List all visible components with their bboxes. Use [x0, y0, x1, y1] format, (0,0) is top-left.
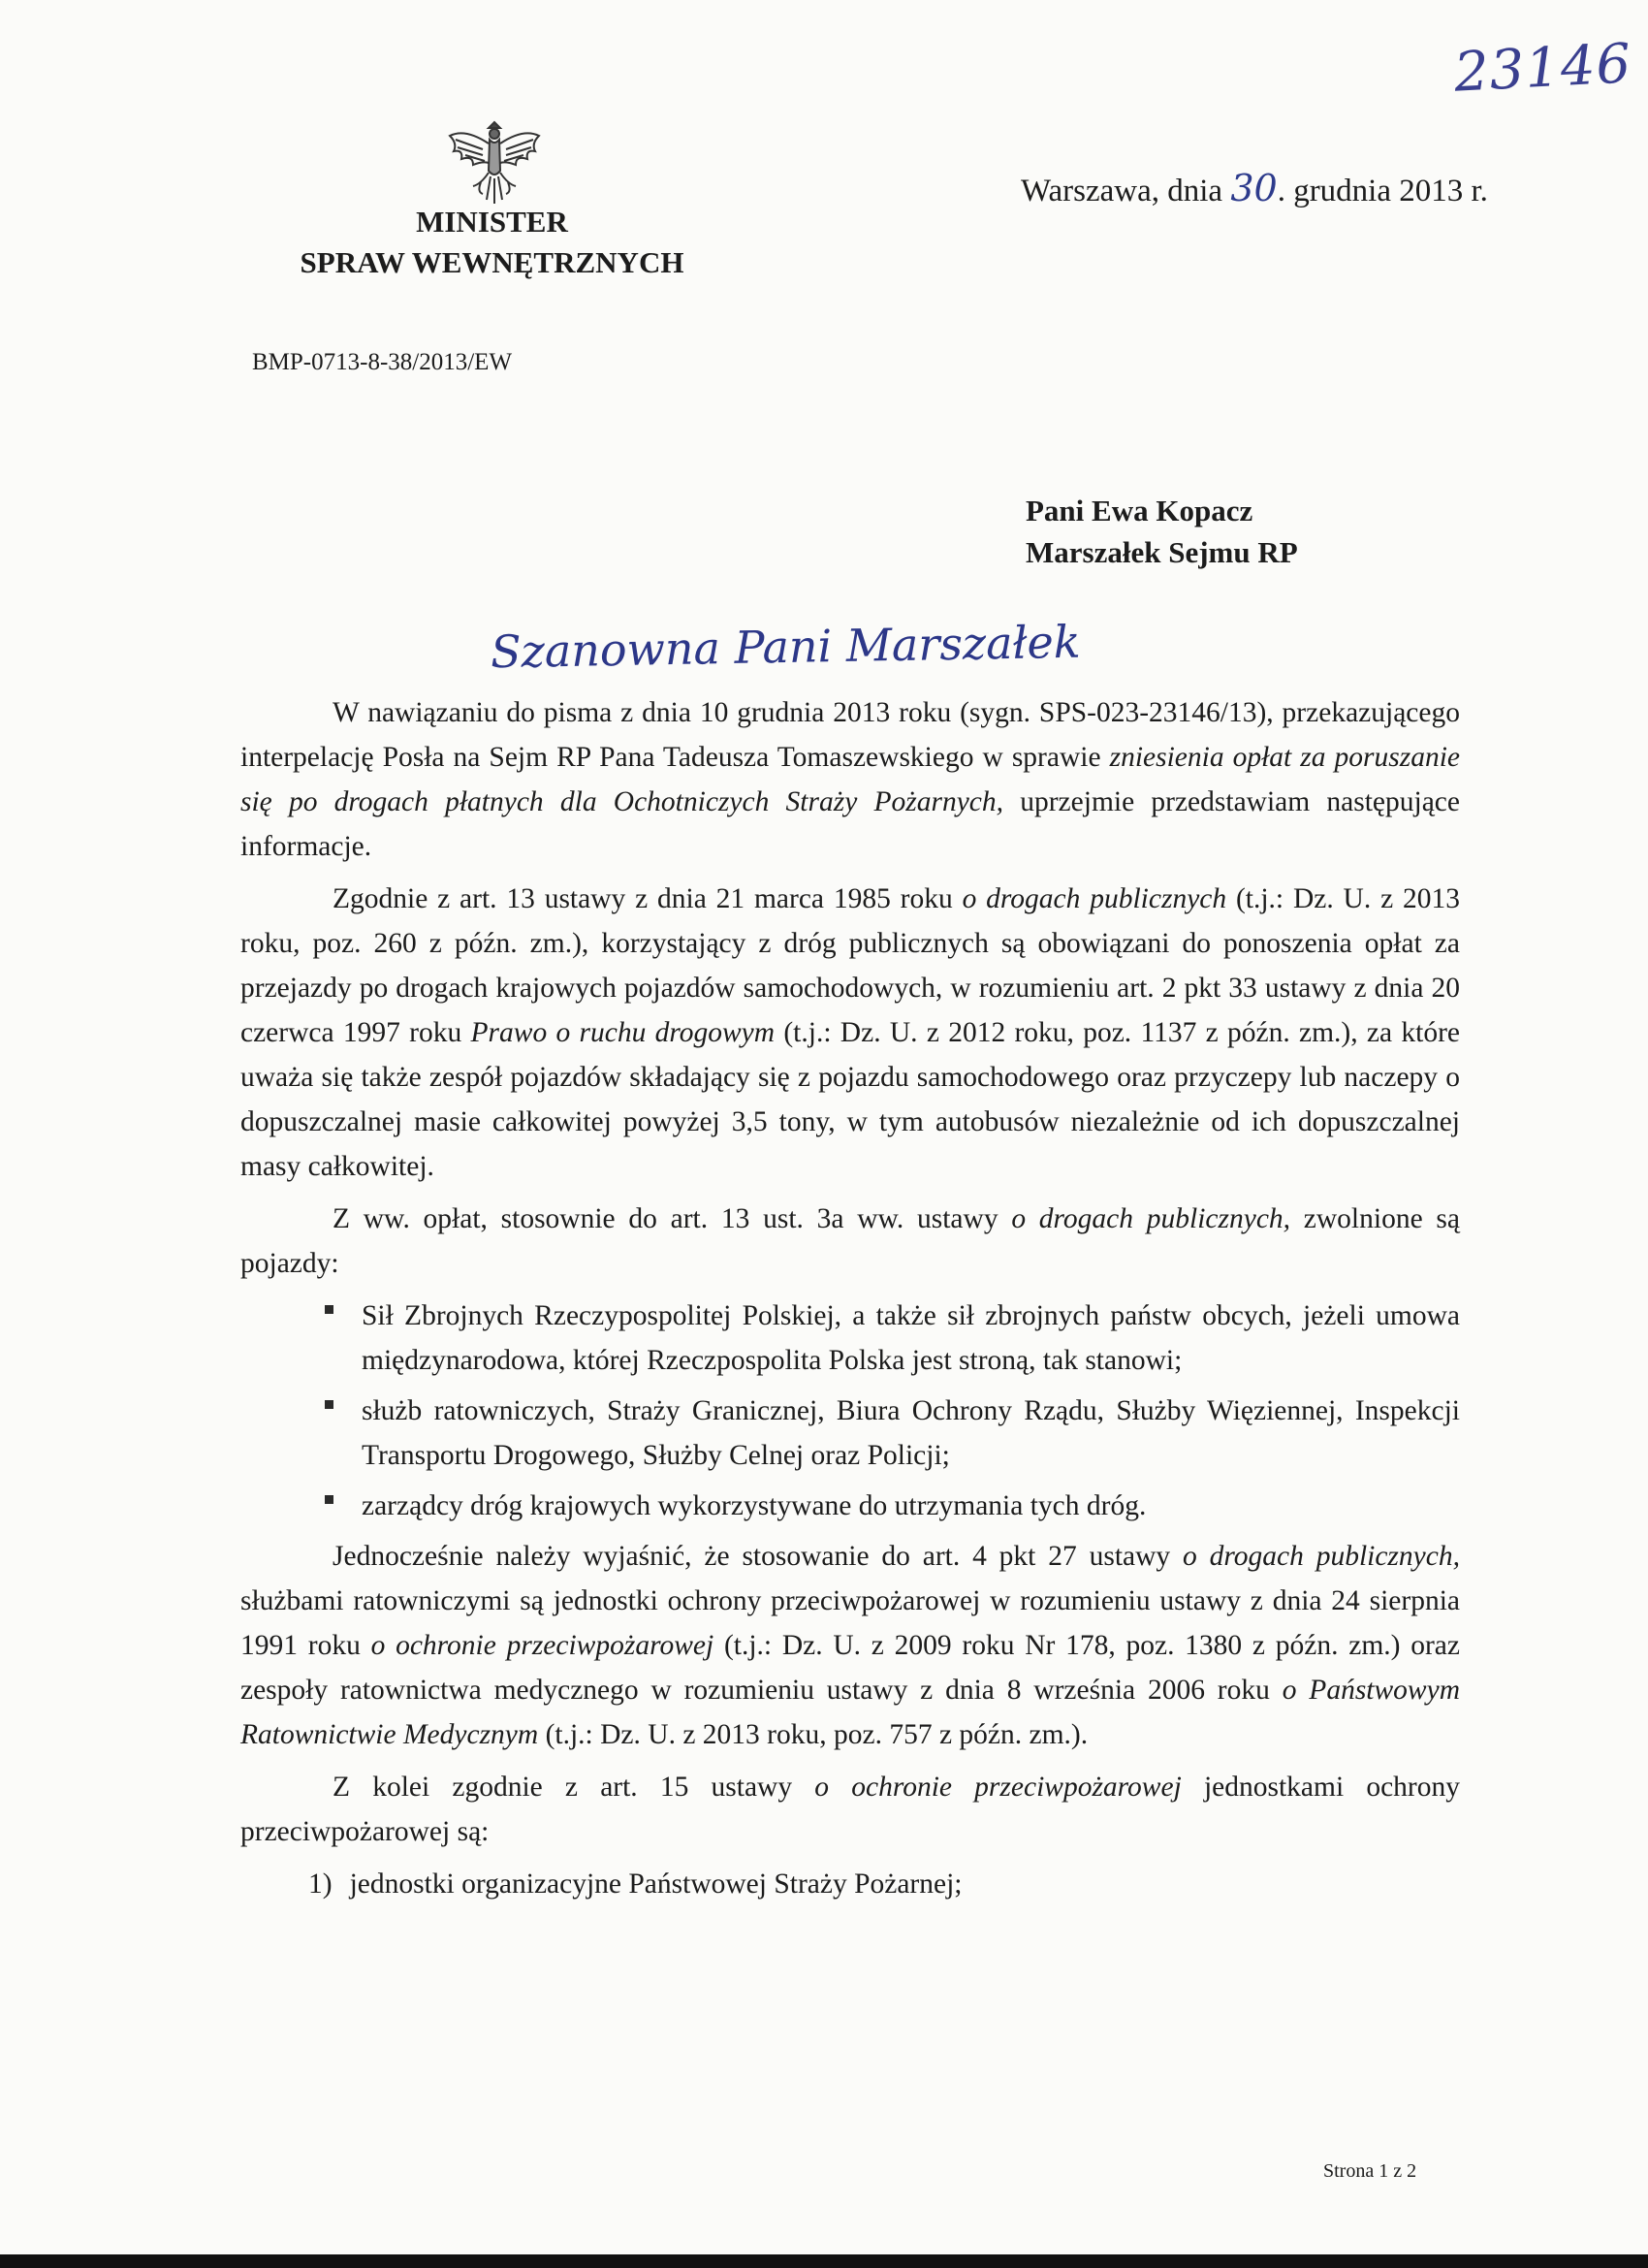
bullet-icon	[325, 1495, 333, 1504]
date-suffix: . grudnia 2013 r.	[1277, 174, 1488, 208]
list-item	[308, 1862, 1460, 1906]
letter-date	[1021, 167, 1488, 209]
letter-body	[240, 690, 1460, 1906]
list-item: służb ratowniczych, Straży Granicznej, Biura Ochrony Rządu, Służby Więziennej, Inspekcji Transportu Drogowego, Służby Celnej oraz Policji;	[362, 1389, 1460, 1478]
bullet-icon	[325, 1305, 333, 1314]
date-day-handwritten: 30	[1230, 167, 1278, 209]
paragraph-2: Zgodnie z art. 13 ustawy z dnia 21 marca 1985 roku o drogach publicznych (t.j.: Dz. U. z 2013 roku, poz. 260 z późn. zm.), korzystający z dróg publicznych są obowiązani do ponoszenia opłat za przejazdy po drogach krajowych pojazdów samochodowych, w rozumieniu art. 2 pkt 33 ustawy z dnia 20 czerwca 1997 roku Prawo o ruchu drogowym (t.j.: Dz. U. z 2012 roku, poz. 1137 z późn. zm.), za które uważa się także zespół pojazdów składający się z pojazdu samochodowego oraz przyczepy lub naczepy o dopuszczalnej masie całkowitej powyżej 3,5 tony, w tym autobusów niezależnie od ich dopuszczalnej masy całkowitej.	[240, 883, 1460, 1182]
registry-number-handwritten: 23146	[1452, 32, 1633, 105]
authority-line-1: MINISTER	[416, 205, 568, 239]
bullet-icon	[325, 1400, 333, 1409]
scan-edge	[0, 2254, 1648, 2268]
page-number: Strona 1 z 2	[1323, 2160, 1417, 2182]
reference-number: BMP-0713-8-38/2013/EW	[252, 349, 513, 375]
authority-line-2: SPRAW WEWNĘTRZNYCH	[300, 245, 684, 279]
list-text: jednostki organizacyjne Państwowej Straży Pożarnej;	[349, 1869, 963, 1900]
exemption-list	[240, 1294, 1460, 1528]
list-item: zarządcy dróg krajowych wykorzystywane do utrzymania tych dróg.	[362, 1484, 1460, 1528]
recipient-name: Pani Ewa Kopacz	[1026, 494, 1253, 527]
recipient-title: Marszałek Sejmu RP	[1026, 535, 1298, 569]
white-eagle-emblem-icon	[444, 114, 545, 208]
list-number: 1)	[308, 1869, 333, 1900]
paragraph-1: W nawiązaniu do pisma z dnia 10 grudnia 2013 roku (sygn. SPS-023-23146/13), przekazującego interpelację Posła na Sejm RP Pana Tadeusza Tomaszewskiego w sprawie zniesienia opłat za poruszanie się po drogach płatnych dla Ochotniczych Straży Pożarnych, uprzejmie przedstawiam następujące informacje.	[240, 697, 1461, 862]
paragraph-3: Z ww. opłat, stosownie do art. 13 ust. 3a ww. ustawy o drogach publicznych, zwolnione są pojazdy:	[240, 1203, 1460, 1279]
fire-protection-units-list	[240, 1862, 1460, 1906]
paragraph-5: Z kolei zgodnie z art. 15 ustawy o ochronie przeciwpożarowej jednostkami ochrony przeciwpożarowej są:	[240, 1772, 1461, 1847]
handwritten-salutation: Szanowna Pani Marszałek	[490, 615, 1082, 679]
issuing-authority	[276, 202, 708, 283]
list-item: Sił Zbrojnych Rzeczypospolitej Polskiej, a także sił zbrojnych państw obcych, jeżeli umowa międzynarodowa, której Rzeczpospolita Polska jest stroną, tak stanowi;	[362, 1294, 1460, 1383]
date-prefix: Warszawa, dnia	[1021, 174, 1231, 208]
paragraph-4: Jednocześnie należy wyjaśnić, że stosowanie do art. 4 pkt 27 ustawy o drogach publicznych, służbami ratowniczymi są jednostki ochrony przeciwpożarowej w rozumieniu ustawy z dnia 24 sierpnia 1991 roku o ochronie przeciwpożarowej (t.j.: Dz. U. z 2009 roku Nr 178, poz. 1380 z późn. zm.) oraz zespoły ratownictwa medycznego w rozumieniu ustawy z dnia 8 września 2006 roku o Państwowym Ratownictwie Medycznym (t.j.: Dz. U. z 2013 roku, poz. 757 z późn. zm.).	[240, 1541, 1460, 1750]
recipient-block	[1026, 490, 1298, 573]
